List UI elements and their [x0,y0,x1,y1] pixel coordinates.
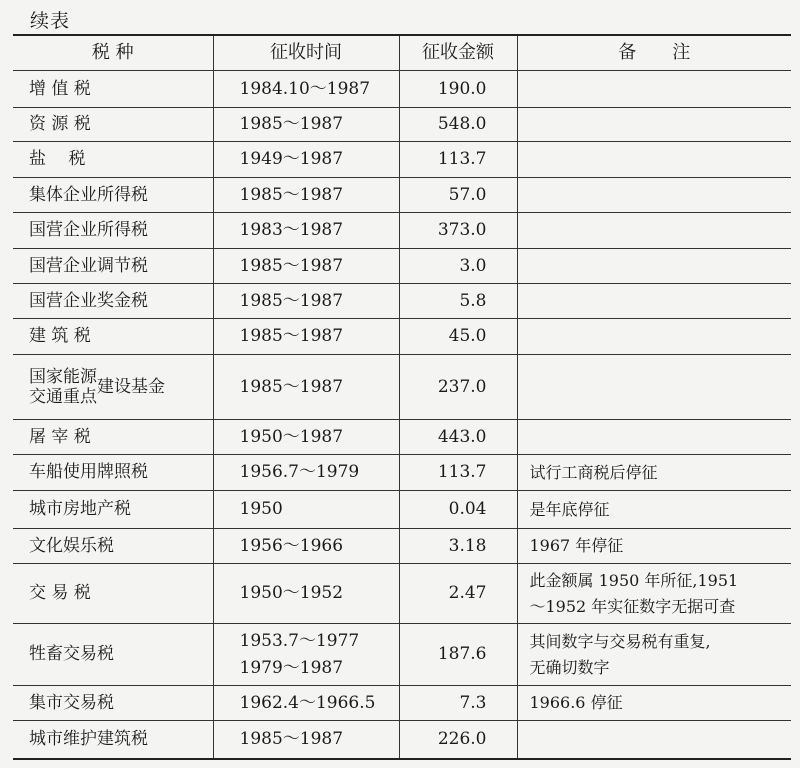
collection-amount: 3.0 [399,249,517,284]
table-row [13,249,791,284]
tax-name: 增 值 税 [13,71,213,108]
remark-line: 此金额属 1950 年所征,1951 [529,571,739,591]
period-line: 1979～1987 [239,657,344,678]
remark [517,721,791,759]
tax-name: 交 易 税 [13,564,213,624]
remark-line: 无确切数字 [529,657,610,677]
remark [517,355,791,420]
header-row [13,35,791,71]
collection-period: 1985～1987 [213,355,399,420]
table-row [13,420,791,455]
remark [517,142,791,178]
collection-amount: 7.3 [399,686,517,721]
collection-period: 1956.7～1979 [213,455,399,491]
table-row [13,491,791,529]
collection-period: 1985～1987 [213,284,399,319]
tax-name: 集体企业所得税 [13,178,213,213]
collection-amount: 443.0 [399,420,517,455]
remark [517,564,791,624]
table-row [13,529,791,564]
collection-amount: 226.0 [399,721,517,759]
tax-name-part-c: 建设基金 [97,376,165,397]
table-row [13,142,791,178]
collection-amount: 187.6 [399,624,517,686]
collection-period: 1985～1987 [213,178,399,213]
composite-tax-name [29,367,165,408]
collection-amount: 113.7 [399,142,517,178]
tax-name: 牲畜交易税 [13,624,213,686]
header-period: 征收时间 [213,35,399,71]
collection-period [213,624,399,686]
collection-period: 1985～1987 [213,721,399,759]
table-row [13,108,791,142]
remark: 试行工商税后停征 [517,455,791,491]
remark [517,178,791,213]
tax-name: 屠 宰 税 [13,420,213,455]
table-row [13,455,791,491]
collection-amount: 373.0 [399,213,517,249]
tax-name: 国营企业所得税 [13,213,213,249]
table-row [13,355,791,420]
collection-period: 1949～1987 [213,142,399,178]
collection-period: 1962.4～1966.5 [213,686,399,721]
remark [517,71,791,108]
remark [517,284,791,319]
tax-name: 国营企业调节税 [13,249,213,284]
tax-name: 资 源 税 [13,108,213,142]
collection-amount: 5.8 [399,284,517,319]
table-row [13,564,791,624]
collection-period: 1985～1987 [213,319,399,355]
tax-table [13,34,791,760]
table-row [13,178,791,213]
collection-amount: 190.0 [399,71,517,108]
remark [517,213,791,249]
tax-name: 文化娱乐税 [13,529,213,564]
collection-amount: 237.0 [399,355,517,420]
remark: 1966.6 停征 [517,686,791,721]
tax-name: 国营企业奖金税 [13,284,213,319]
tax-name: 建 筑 税 [13,319,213,355]
collection-period: 1983～1987 [213,213,399,249]
collection-amount: 113.7 [399,455,517,491]
table-row [13,686,791,721]
tax-name [13,355,213,420]
header-tax-type: 税 种 [13,35,213,71]
collection-amount: 2.47 [399,564,517,624]
collection-amount: 45.0 [399,319,517,355]
table-row [13,624,791,686]
collection-period: 1950～1987 [213,420,399,455]
collection-amount: 0.04 [399,491,517,529]
table-row [13,71,791,108]
table-row [13,213,791,249]
remark-line: ～1952 年实征数字无据可查 [529,596,736,616]
tax-name: 集市交易税 [13,686,213,721]
collection-amount: 3.18 [399,529,517,564]
collection-period: 1984.10～1987 [213,71,399,108]
remark [517,420,791,455]
remark [517,108,791,142]
table-row [13,721,791,759]
table-row [13,319,791,355]
tax-name-part-b: 交通重点 [29,387,97,407]
remark [517,624,791,686]
tax-name: 盐 税 [13,142,213,178]
remark [517,249,791,284]
tax-name: 城市维护建筑税 [13,721,213,759]
collection-period: 1950 [213,491,399,529]
collection-period: 1956～1966 [213,529,399,564]
collection-period: 1985～1987 [213,249,399,284]
header-note: 备 注 [517,35,791,71]
remark-line: 其间数字与交易税有重复, [529,632,711,652]
tax-name: 车船使用牌照税 [13,455,213,491]
table-row [13,284,791,319]
collection-amount: 57.0 [399,178,517,213]
tax-name-part-a: 国家能源 [29,366,97,387]
period-line: 1953.7～1977 [239,631,360,652]
remark: 是年底停征 [517,491,791,529]
table-caption: 续表 [30,10,71,32]
remark: 1967 年停征 [517,529,791,564]
collection-period: 1985～1987 [213,108,399,142]
collection-period: 1950～1952 [213,564,399,624]
collection-amount: 548.0 [399,108,517,142]
remark [517,319,791,355]
header-amount: 征收金额 [399,35,517,71]
tax-name: 城市房地产税 [13,491,213,529]
